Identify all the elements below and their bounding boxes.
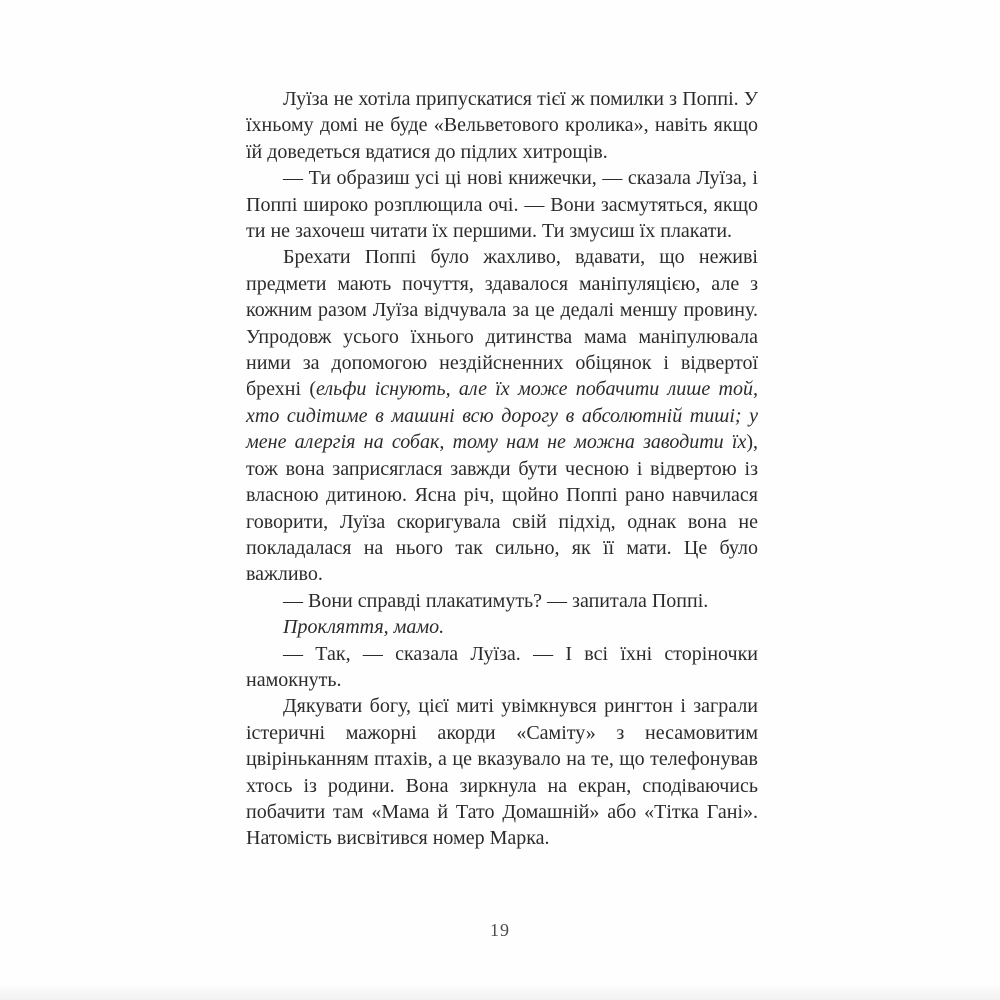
- text-segment: — Вони справді плакатимуть? — запитала Поппі.: [283, 589, 709, 612]
- scan-bottom-edge-shadow: [0, 984, 1000, 1000]
- paragraph: [246, 588, 758, 614]
- paragraph: [246, 165, 758, 244]
- text-segment: — Так, — сказала Луїза. — І всі їхні сторіночки намокнуть.: [246, 642, 758, 691]
- text-segment: Брехати Поппі було жахливо, вдавати, що неживі предмети мають почуття, здавалося маніпуляцією, але з кожним разом Луїза відчувала за це дедалі меншу провину. Упродовж усього їхнього дитинства мама маніпулювала ними за допомогою нездійсненних обіцянок і відвертої брехні (: [246, 246, 758, 401]
- text-segment: ), тож вона заприсяглася завжди бути чесною і відвертою із власною дитиною. Ясна річ, щойно Поппі рано навчилася говорити, Луїза скоригувала свій підхід, однак вона не покладалася на нього так сильно, як її мати. Це було важливо.: [246, 431, 758, 586]
- italic-text-segment: Прокляття, мамо.: [283, 616, 445, 639]
- paragraph: [246, 614, 758, 640]
- text-segment: Луїза не хотіла припускатися тієї ж помилки з Поппі. У їхньому домі не буде «Вельветового кролика», навіть якщо їй доведеться вдатися до підлих хитрощів.: [246, 88, 758, 163]
- text-segment: Дякувати богу, цієї миті увімкнувся рингтон і заграли істеричні мажорні акорди «Саміту» з несамовитим цвіріньканням птахів, а це вказувало на те, що телефонував хтось із родини. Вона зиркнула на екран, сподіваючись побачити там «Мама й Тато Домашній» або «Тітка Гані». Натомість висвітився номер Марка.: [246, 695, 758, 850]
- page-number: 19: [490, 920, 510, 940]
- paragraph: [246, 86, 758, 165]
- paragraph: [246, 693, 758, 851]
- paragraph: [246, 641, 758, 694]
- page-text: [246, 86, 758, 852]
- italic-text-segment: ельфи існують, але їх може побачити лише той, хто сидітиме в машині всю дорогу в абсолютній тиші; у мене алергія на собак, тому нам не можна заводити їх: [246, 378, 758, 454]
- text-segment: — Ти образиш усі ці нові книжечки, — сказала Луїза, і Поппі широко розплющила очі. — Вони засмутяться, якщо ти не захочеш читати їх першими. Ти змусиш їх плакати.: [246, 167, 758, 243]
- paragraph: [246, 244, 758, 587]
